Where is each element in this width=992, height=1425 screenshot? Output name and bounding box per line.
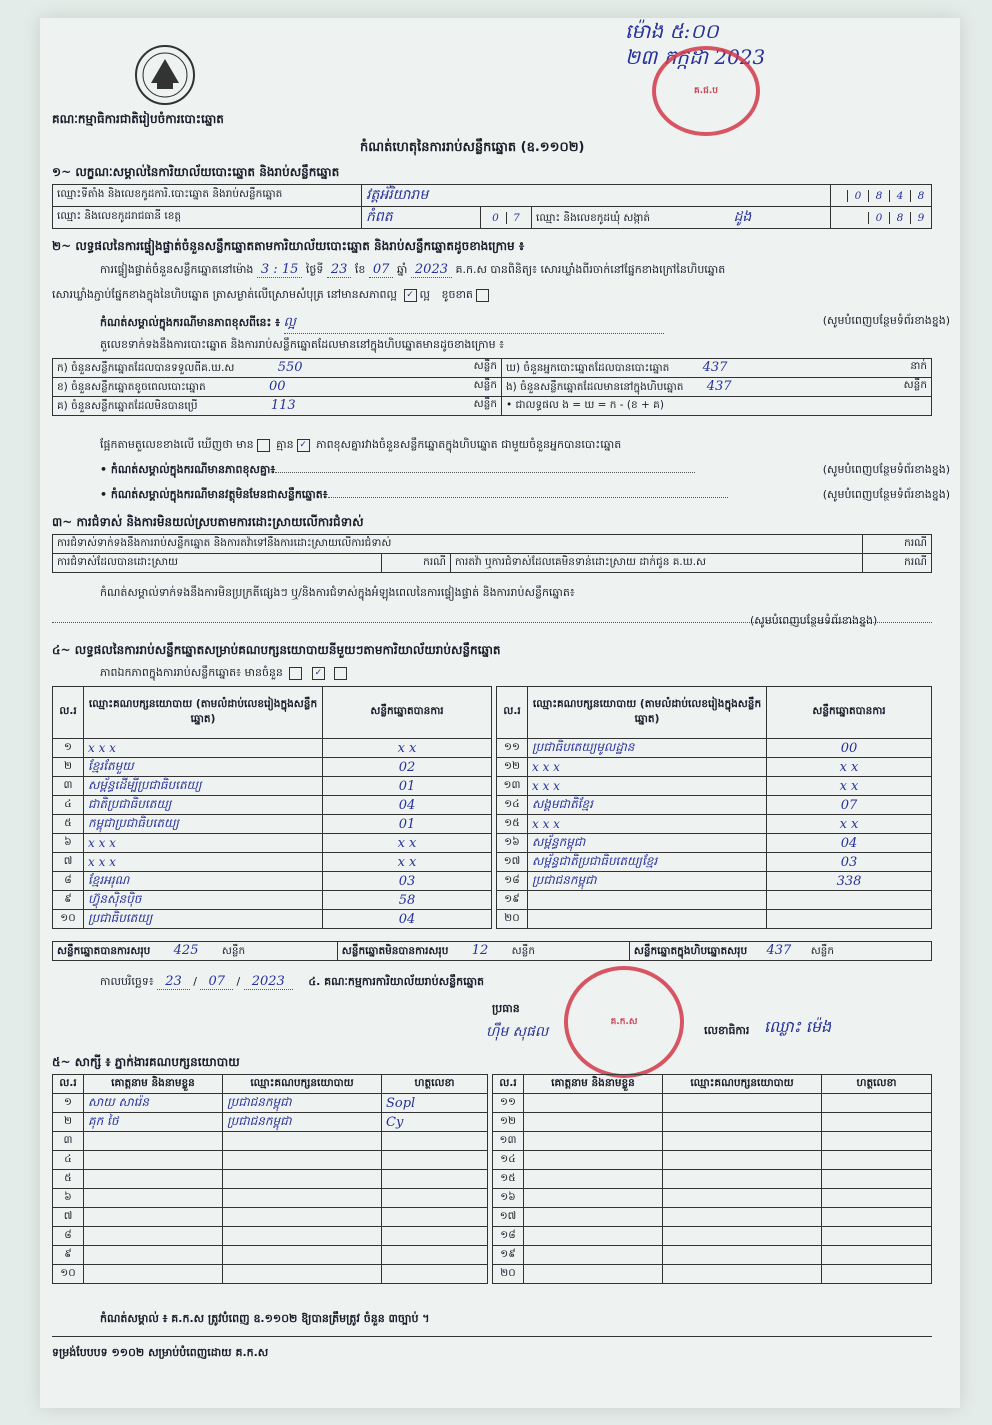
secretary-label: លេខាធិការ <box>704 1024 750 1037</box>
complaint-resolved-case: ករណី <box>382 554 451 573</box>
party-row <box>53 891 492 910</box>
complaints-table <box>52 534 932 573</box>
total-invalid-value: 12 <box>471 942 489 958</box>
party-row <box>497 777 932 796</box>
party-number: ១៥ <box>497 815 528 834</box>
party-number: ១១ <box>497 739 528 758</box>
party-votes: 01 <box>323 815 492 834</box>
witness-signature <box>382 1189 488 1208</box>
party-votes: x x <box>767 758 932 777</box>
verification-line-1: ការផ្ទៀងផ្ទាត់ចំនួនសន្លឹកឆ្នោតនៅម៉ោង 3 : 15 ថ្ងៃទី 23 ខែ 07 ឆ្នាំ 2023 គ.ក.ស បានពិនិត្យ៖ សោរឃ្លាំងពីរចាក់នៅផ្នែកខាងក្រៅនៃហិបឆ្នោត <box>100 262 726 277</box>
witness-signature <box>822 1151 932 1170</box>
party-name: សង្គមជាតិខ្មែរ <box>528 796 767 815</box>
witness-party <box>663 1265 822 1284</box>
witness-signature <box>822 1132 932 1151</box>
party-row <box>497 796 932 815</box>
unanimity-line: ភាពឯកភាពក្នុងការរាប់សន្លឹកឆ្នោត៖ មានចំនួន ✓ <box>100 666 350 682</box>
witness-row <box>493 1265 932 1284</box>
witness-party <box>663 1208 822 1227</box>
witness-row <box>493 1227 932 1246</box>
party-name: ខ្មែរអរុណ <box>84 872 323 891</box>
party-row <box>53 853 492 872</box>
party-name: x x x <box>528 758 767 777</box>
irregularity-note: កំណត់សម្គាល់ទាក់ទងនឹងការមិនប្រក្រតីផ្សេងៗ ឬ/និងការជំទាស់ក្នុងអំឡុងពេលនៃការផ្ទៀងផ្ទាត់ និងការរាប់សន្លឹកឆ្នោត៖ <box>100 586 575 599</box>
party-row <box>53 872 492 891</box>
party-number: ៥ <box>53 815 84 834</box>
witness-signature <box>822 1094 932 1113</box>
complaint-row-1-case: ករណី <box>863 535 932 554</box>
witness-number: ១៧ <box>493 1208 524 1227</box>
witness-number: ៧ <box>53 1208 84 1227</box>
party-row <box>497 815 932 834</box>
witness-number: ៨ <box>53 1227 84 1246</box>
province-value: កំពត <box>362 207 481 229</box>
party-row <box>497 872 932 891</box>
commune-code: 0 8 9 <box>831 207 932 229</box>
witness-party <box>223 1246 382 1265</box>
witness-row <box>53 1170 488 1189</box>
emblem-logo <box>133 43 197 107</box>
difference-note: • កំណត់សម្គាល់ក្នុងករណីមានភាពខុសគ្នា៖ (សូមបំពេញបន្ថែមទំព័រខាងខ្នង) <box>100 463 950 476</box>
party-name: ហ៊្វុនស៊ិនប៉ិច <box>84 891 323 910</box>
witness-party <box>223 1227 382 1246</box>
witness-name <box>84 1132 223 1151</box>
total-invalid: សន្លឹកឆ្នោតមិនបានការសរុប 12 សន្លឹក <box>337 942 629 961</box>
witness-name <box>524 1227 663 1246</box>
party-row <box>53 796 492 815</box>
witness-row <box>53 1208 488 1227</box>
witness-party: ប្រជាជនកម្ពុជា <box>223 1113 382 1132</box>
party-name: x x x <box>528 777 767 796</box>
section-5-heading: ៥~ សាក្សី ៖ ភ្នាក់ងារគណបក្សនយោបាយ <box>52 1055 240 1069</box>
party-number: ៧ <box>53 853 84 872</box>
witness-number: ១៩ <box>493 1246 524 1265</box>
party-row <box>53 815 492 834</box>
witness-row <box>53 1132 488 1151</box>
verify-year: 2023 <box>411 262 452 278</box>
party-row <box>497 853 932 872</box>
witness-signature <box>822 1246 932 1265</box>
witness-name <box>84 1246 223 1265</box>
figures-table <box>52 358 932 416</box>
col-no-header: ល.រ <box>53 687 84 739</box>
witness-row <box>53 1094 488 1113</box>
witness-name: គុក ថៃ <box>84 1113 223 1132</box>
figure-b-value: 00 <box>269 378 286 394</box>
witness-name <box>524 1265 663 1284</box>
party-name: x x x <box>84 853 323 872</box>
party-number: ១៧ <box>497 853 528 872</box>
party-number: ១៩ <box>497 891 528 910</box>
witness-name: សាយ សារ៉េន <box>84 1094 223 1113</box>
col-votes-header: សន្លឹកឆ្នោតបានការ <box>767 687 932 739</box>
witness-number: ៩ <box>53 1246 84 1265</box>
witness-name <box>524 1208 663 1227</box>
witness-number: ១០ <box>53 1265 84 1284</box>
witness-signature <box>822 1189 932 1208</box>
witness-signature <box>822 1170 932 1189</box>
party-name: ប្រជាជនកម្ពុជា <box>528 872 767 891</box>
party-row <box>497 758 932 777</box>
party-row <box>497 834 932 853</box>
figure-c: គ) ចំនួនសន្លឹកឆ្នោតដែលមិនបានប្រើ 113 សន្លឹក <box>53 397 502 416</box>
witness-col-sign: ហត្ថលេខា <box>822 1075 932 1094</box>
party-name: កម្ពុជាប្រជាធិបតេយ្យ <box>84 815 323 834</box>
party-name: x x x <box>528 815 767 834</box>
votes-table-left <box>52 686 492 929</box>
handwritten-date: ២៣ កក្កដា 2023 <box>625 45 766 69</box>
formula: • ជាលទ្ធផល ង = ឃ = ក - (ខ + គ) <box>502 397 932 416</box>
witness-number: ១៤ <box>493 1151 524 1170</box>
witness-row <box>493 1170 932 1189</box>
party-number: ១២ <box>497 758 528 777</box>
unanimity-checkbox-3[interactable] <box>334 667 347 680</box>
party-name: សម្ព័ន្ធដើម្បីប្រជាធិបតេយ្យ <box>84 777 323 796</box>
witness-number: ១២ <box>493 1113 524 1132</box>
witness-name <box>84 1170 223 1189</box>
party-row <box>53 910 492 929</box>
witness-row <box>493 1113 932 1132</box>
figure-c-value: 113 <box>270 397 296 413</box>
col-party-header: ឈ្មោះគណបក្សនយោបាយ (តាមលំដាប់លេខរៀងក្នុងសន្លឹកឆ្នោត) <box>84 687 323 739</box>
party-row <box>53 777 492 796</box>
witness-party <box>223 1170 382 1189</box>
party-name <box>528 891 767 910</box>
witness-signature <box>382 1151 488 1170</box>
party-number: ១៣ <box>497 777 528 796</box>
votes-table-right <box>496 686 932 929</box>
party-row <box>497 910 932 929</box>
witness-party <box>663 1227 822 1246</box>
witness-signature <box>382 1170 488 1189</box>
party-votes: x x <box>323 834 492 853</box>
witness-party <box>223 1189 382 1208</box>
witness-signature <box>822 1227 932 1246</box>
complaint-unresolved-case: ករណី <box>863 554 932 573</box>
party-votes: 01 <box>323 777 492 796</box>
witness-number: ១ <box>53 1094 84 1113</box>
verification-line-2: សោរឃ្លាំងភ្ជាប់ផ្នែកខាងក្នុងនៃហិបឆ្នោត ត្រាសម្ងាត់លើស្រោមសំបុត្រ នៅមានសភាពល្អ ✓ ល្អ ខូចខាត <box>52 288 492 304</box>
page-title: កំណត់ហេតុនៃការរាប់សន្លឹកឆ្នោត (ឧ.១១០២) <box>360 140 585 155</box>
col-party-header: ឈ្មោះគណបក្សនយោបាយ (តាមលំដាប់លេខរៀងក្នុងសន្លឹកឆ្នោត) <box>528 687 767 739</box>
broken-checkbox[interactable] <box>476 289 489 302</box>
witness-signature <box>822 1265 932 1284</box>
witness-name <box>524 1170 663 1189</box>
verify-day: 23 <box>327 262 352 278</box>
party-number: ៦ <box>53 834 84 853</box>
party-number: ១៨ <box>497 872 528 891</box>
party-number: ១ <box>53 739 84 758</box>
condition-note: កំណត់សម្គាល់ក្នុងករណីមានភាពខុសពីនេះ ៖ ល្អ (សូមបំពេញបន្ថែមទំព័រខាងខ្នង) <box>100 314 950 334</box>
witness-signature <box>382 1265 488 1284</box>
unanimity-checkbox-1[interactable] <box>289 667 302 680</box>
footer-text: ទម្រង់បែបបទ ១១០២ សម្រាប់បំពេញដោយ គ.ក.ស <box>52 1346 269 1359</box>
witness-number: ៤ <box>53 1151 84 1170</box>
section-1-heading: ១~ លក្ខណៈសម្គាល់នៃការិយាល័យបោះឆ្នោត និងរាប់សន្លឹកឆ្នោត <box>52 165 340 179</box>
party-name: x x x <box>84 834 323 853</box>
complaint-row-1: ការជំទាស់ទាក់ទងនឹងការរាប់សន្លឹកឆ្នោត និងការតវ៉ាទៅនឹងការដោះស្រាយលើការជំទាស់ <box>53 535 863 554</box>
witness-table-right <box>492 1074 932 1284</box>
party-row <box>53 834 492 853</box>
form-sheet <box>40 18 960 1408</box>
witness-signature <box>382 1227 488 1246</box>
party-name: ប្រជាធិបតេយ្យ <box>84 910 323 929</box>
witness-row <box>53 1246 488 1265</box>
complaint-unresolved: ការតវ៉ា ឬការជំទាស់ដែលគេមិនទាន់ដោះស្រាយ ដាក់ជូន គ.ឃ.ស <box>451 554 863 573</box>
party-votes: 04 <box>767 834 932 853</box>
witness-party <box>223 1208 382 1227</box>
party-votes: 338 <box>767 872 932 891</box>
total-valid-value: 425 <box>173 942 199 958</box>
party-votes: x x <box>323 853 492 872</box>
witness-row <box>53 1265 488 1284</box>
commune-value: ដូង <box>733 209 752 225</box>
witness-name <box>524 1094 663 1113</box>
total-box: សន្លឹកឆ្នោតក្នុងហិបឆ្នោតសរុប 437 សន្លឹក <box>629 942 931 961</box>
party-name: សម្ព័ន្ធជាតិប្រជាធិបតេយ្យខ្មែរ <box>528 853 767 872</box>
witness-note: កំណត់សម្គាល់ ៖ គ.ក.ស ត្រូវបំពេញ ឧ.១១០២ ឱ្យបានត្រឹមត្រូវ ចំនួន ៣ច្បាប់ ។ <box>100 1312 430 1325</box>
party-name: ប្រជាធិបតេយ្យមូលដ្ឋាន <box>528 739 767 758</box>
party-name: ជាតិប្រជាធិបតេយ្យ <box>84 796 323 815</box>
secretary-signature: ឈ្លោះ ម៉េង <box>764 1017 832 1036</box>
handwritten-time: ម៉ោង ៥:០០ <box>625 19 719 43</box>
witness-party <box>663 1094 822 1113</box>
witness-number: ១៣ <box>493 1132 524 1151</box>
witness-signature <box>822 1113 932 1132</box>
verify-time: 3 : 15 <box>257 262 302 278</box>
witness-number: ៦ <box>53 1189 84 1208</box>
witness-col-name: គោត្តនាម និងនាមខ្លួន <box>524 1075 663 1094</box>
witness-number: ២០ <box>493 1265 524 1284</box>
party-votes: 04 <box>323 796 492 815</box>
witness-row <box>53 1227 488 1246</box>
col-votes-header: សន្លឹកឆ្នោតបានការ <box>323 687 492 739</box>
total-valid: សន្លឹកឆ្នោតបានការសរុប 425 សន្លឹក <box>53 942 338 961</box>
unanimity-checkbox-2[interactable]: ✓ <box>312 667 325 680</box>
witness-col-party: ឈ្មោះគណបក្សនយោបាយ <box>663 1075 822 1094</box>
witness-name <box>524 1132 663 1151</box>
witness-signature: Cy <box>382 1113 488 1132</box>
witness-signature: Sopl <box>382 1094 488 1113</box>
witness-party <box>663 1132 822 1151</box>
verify-month: 07 <box>369 262 394 278</box>
witness-number: ៣ <box>53 1132 84 1151</box>
witness-col-party: ឈ្មោះគណបក្សនយោបាយ <box>223 1075 382 1094</box>
witness-name <box>524 1113 663 1132</box>
witness-party <box>663 1113 822 1132</box>
complaint-resolved: ការជំទាស់ដែលបានដោះស្រាយ <box>53 554 382 573</box>
party-votes <box>767 910 932 929</box>
footer-divider <box>52 1336 932 1337</box>
party-row <box>53 758 492 777</box>
party-number: ៣ <box>53 777 84 796</box>
witness-row <box>493 1189 932 1208</box>
party-number: ១៦ <box>497 834 528 853</box>
good-checkbox[interactable]: ✓ <box>404 289 417 302</box>
witness-signature <box>382 1208 488 1227</box>
location-value: វត្តអ័រិយារាម <box>362 185 831 207</box>
location-label: ឈ្មោះទីតាំង និងលេខកូដការិ.បោះឆ្នោត និងរាប់សន្លឹកឆ្នោត <box>53 185 362 207</box>
irregularity-hint: (សូមបំពេញបន្ថែមទំព័រខាងខ្នង) <box>750 614 878 627</box>
has-difference-checkbox[interactable] <box>257 439 270 452</box>
witness-party <box>663 1151 822 1170</box>
party-votes: 02 <box>323 758 492 777</box>
figure-e: ង) ចំនួនសន្លឹកឆ្នោតដែលមាននៅក្នុងហិបឆ្នោត 437 សន្លឹក <box>502 378 932 397</box>
party-number: ៤ <box>53 796 84 815</box>
party-number: ៩ <box>53 891 84 910</box>
witness-number: ២ <box>53 1113 84 1132</box>
witness-number: ១៦ <box>493 1189 524 1208</box>
party-name <box>528 910 767 929</box>
witness-col-sign: ហត្ថលេខា <box>382 1075 488 1094</box>
section-4-heading: ៤~ លទ្ធផលនៃការរាប់សន្លឹកឆ្នោតសម្រាប់គណបក្សនយោបាយនីមួយៗតាមការិយាល័យរាប់សន្លឹកឆ្នោត <box>52 643 501 657</box>
witness-row <box>493 1151 932 1170</box>
party-number: ១៤ <box>497 796 528 815</box>
witness-party <box>663 1170 822 1189</box>
witness-col-no: ល.រ <box>53 1075 84 1094</box>
witness-name <box>84 1227 223 1246</box>
witness-name <box>524 1246 663 1265</box>
no-difference-checkbox[interactable]: ✓ <box>297 439 310 452</box>
location-code: 0 8 4 8 <box>831 185 932 207</box>
commune-label: ឈ្មោះ និងលេខកូដឃុំ សង្កាត់ <box>536 212 651 224</box>
party-name: សម្ព័ន្ធកម្ពុជា <box>528 834 767 853</box>
witness-row <box>493 1094 932 1113</box>
witness-col-name: គោត្តនាម និងនាមខ្លួន <box>84 1075 223 1094</box>
party-votes: 00 <box>767 739 932 758</box>
party-votes: 04 <box>323 910 492 929</box>
figure-a-value: 550 <box>277 359 303 375</box>
witness-number: ៥ <box>53 1170 84 1189</box>
figure-b: ខ) ចំនួនសន្លឹកឆ្នោតខូចពេលបោះឆ្នោត 00 សន្លឹក <box>53 378 502 397</box>
condition-note-value: ល្អ <box>284 314 664 334</box>
party-votes: 03 <box>767 853 932 872</box>
witness-row <box>493 1132 932 1151</box>
organization-name: គណៈកម្មាធិការជាតិរៀបចំការបោះឆ្នោត <box>52 112 224 126</box>
party-number: ១០ <box>53 910 84 929</box>
compare-line: ផ្អែកតាមតួលេខខាងលើ ឃើញថា មាន គ្មាន ✓ ភាពខុសគ្នារវាងចំនួនសន្លឹកឆ្នោតក្នុងហិបឆ្នោត ជាមួយចំនួនអ្នកបានបោះឆ្នោត <box>100 438 622 451</box>
party-votes: 07 <box>767 796 932 815</box>
witness-row <box>493 1208 932 1227</box>
witness-signature <box>382 1246 488 1265</box>
province-code: 0 7 <box>481 207 532 229</box>
party-votes: x x <box>323 739 492 758</box>
section-3-heading: ៣~ ការជំទាស់ និងការមិនយល់ស្របតាមការដោះស្រាយលើការជំទាស់ <box>52 515 364 529</box>
figure-e-value: 437 <box>706 378 732 394</box>
witness-row <box>53 1113 488 1132</box>
witness-row <box>53 1189 488 1208</box>
witness-party <box>663 1246 822 1265</box>
witness-col-no: ល.រ <box>493 1075 524 1094</box>
section-2-heading: ២~ លទ្ធផលនៃការផ្ទៀងផ្ទាត់ចំនួនសន្លឹកឆ្នោតតាមការិយាល័យបោះឆ្នោត និងរាប់សន្លឹកឆ្នោតដូចខាងក្រោម ៖ <box>52 239 525 253</box>
party-name: x x x <box>84 739 323 758</box>
witness-number: ១១ <box>493 1094 524 1113</box>
party-row <box>497 891 932 910</box>
party-number: ៨ <box>53 872 84 891</box>
witness-name <box>84 1189 223 1208</box>
chair-label: ប្រធាន <box>492 1002 520 1015</box>
witness-party <box>663 1189 822 1208</box>
party-number: ២០ <box>497 910 528 929</box>
witness-name <box>84 1151 223 1170</box>
party-name: ខ្មែរតែមួយ <box>84 758 323 777</box>
figure-a: ក) ចំនួនសន្លឹកឆ្នោតដែលបានទទួលពីគ.ឃ.ស 550 សន្លឹក <box>53 359 502 378</box>
party-row <box>53 739 492 758</box>
party-votes: x x <box>767 815 932 834</box>
witness-party: ប្រជាជនកម្ពុជា <box>223 1094 382 1113</box>
witness-number: ១៥ <box>493 1170 524 1189</box>
total-box-value: 437 <box>766 942 792 958</box>
witness-name <box>524 1189 663 1208</box>
party-votes: 58 <box>323 891 492 910</box>
province-label: ឈ្មោះ និងលេខកូដរាជធានី ខេត្ត <box>53 207 362 229</box>
witness-table-left <box>52 1074 488 1284</box>
signing-date: កាលបរិច្ឆេទ៖ 23 / 07 / 2023 ៤. គណៈកម្មការការិយាល័យរាប់សន្លឹកឆ្នោត <box>100 974 485 989</box>
commune-label-cell <box>532 207 831 229</box>
party-number: ២ <box>53 758 84 777</box>
figures-intro: តួលេខទាក់ទងនឹងការបោះឆ្នោត និងការរាប់សន្លឹកឆ្នោតដែលមាននៅក្នុងហិបឆ្នោតមានដូចខាងក្រោម ៖ <box>100 338 504 351</box>
witness-name <box>524 1151 663 1170</box>
official-stamp-top: គ.ជ.ប <box>652 46 760 136</box>
witness-signature <box>382 1132 488 1151</box>
col-no-header: ល.រ <box>497 687 528 739</box>
foreign-object-note: • កំណត់សម្គាល់ក្នុងករណីមានវត្ថុមិនមែនជាសន្លឹកឆ្នោត៖ (សូមបំពេញបន្ថែមទំព័រខាងខ្នង) <box>100 488 950 501</box>
witness-row <box>493 1246 932 1265</box>
figure-d: ឃ) ចំនួនអ្នកបោះឆ្នោតដែលបានបោះឆ្នោត 437 នាក់ <box>502 359 932 378</box>
witness-signature <box>822 1208 932 1227</box>
figure-d-value: 437 <box>702 359 728 375</box>
party-votes: 03 <box>323 872 492 891</box>
witness-name <box>84 1208 223 1227</box>
chair-signature: ហ៊ឹម សុផល <box>486 1024 549 1040</box>
section-1-table <box>52 184 932 229</box>
witness-row <box>53 1151 488 1170</box>
witness-party <box>223 1151 382 1170</box>
witness-party <box>223 1132 382 1151</box>
official-stamp-committee: គ.ក.ស <box>564 966 684 1078</box>
party-votes <box>767 891 932 910</box>
witness-party <box>223 1265 382 1284</box>
totals-row <box>52 941 932 961</box>
party-row <box>497 739 932 758</box>
party-votes: x x <box>767 777 932 796</box>
witness-number: ១៨ <box>493 1227 524 1246</box>
witness-name <box>84 1265 223 1284</box>
